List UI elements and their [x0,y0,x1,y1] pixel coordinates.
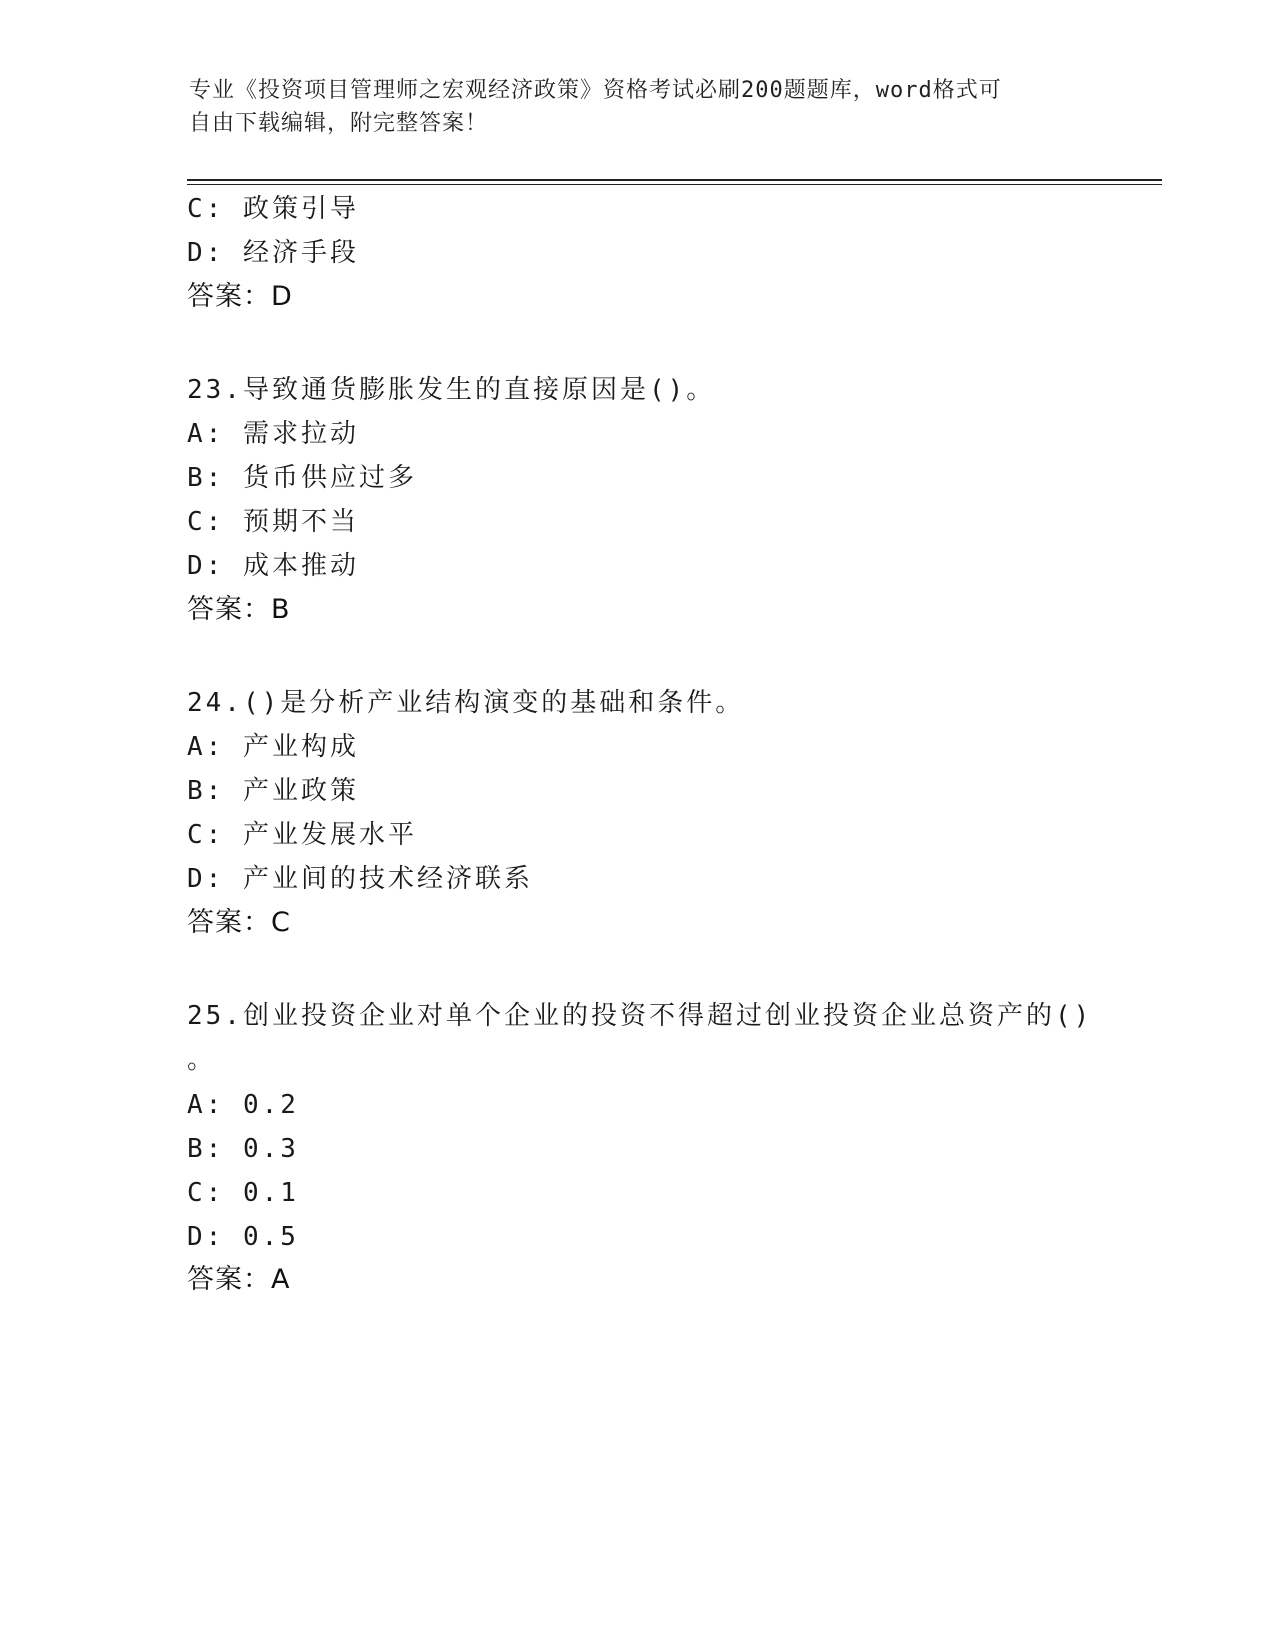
question-25-stem: 25.创业投资企业对单个企业的投资不得超过创业投资企业总资产的() [187,1001,1093,1031]
question-25-option-c: C: 0.1 [187,1178,299,1208]
question-23-option-d: D: 成本推动 [187,551,359,581]
question-24-answer: 答案：C [187,907,291,938]
prev-question-option-c: C: 政策引导 [187,194,359,224]
header-divider-thick [187,179,1162,181]
header-title-line-1: 专业《投资项目管理师之宏观经济政策》资格考试必刷200题题库，word格式可 [189,78,1002,103]
question-24-option-b: B: 产业政策 [187,776,359,806]
question-23-answer: 答案：B [187,594,291,625]
question-25-stem-continued: 。 [187,1045,217,1075]
header-divider-thin [187,184,1162,185]
question-23-option-c: C: 预期不当 [187,507,359,537]
question-24-option-d: D: 产业间的技术经济联系 [187,864,533,894]
header-title-line-2: 自由下载编辑，附完整答案！ [189,111,489,136]
question-25-option-a: A: 0.2 [187,1090,299,1120]
question-23-stem: 23.导致通货膨胀发生的直接原因是()。 [187,375,716,405]
document-header [189,74,1089,140]
question-24-stem: 24.()是分析产业结构演变的基础和条件。 [187,688,745,718]
prev-question-option-d: D: 经济手段 [187,238,359,268]
question-23-option-b: B: 货币供应过多 [187,463,417,493]
prev-question-answer: 答案：D [187,281,293,312]
question-24-option-a: A: 产业构成 [187,732,359,762]
question-24-option-c: C: 产业发展水平 [187,820,417,850]
question-25-option-b: B: 0.3 [187,1134,299,1164]
question-25-option-d: D: 0.5 [187,1222,299,1252]
question-25-answer: 答案：A [187,1264,291,1295]
question-23-option-a: A: 需求拉动 [187,419,359,449]
